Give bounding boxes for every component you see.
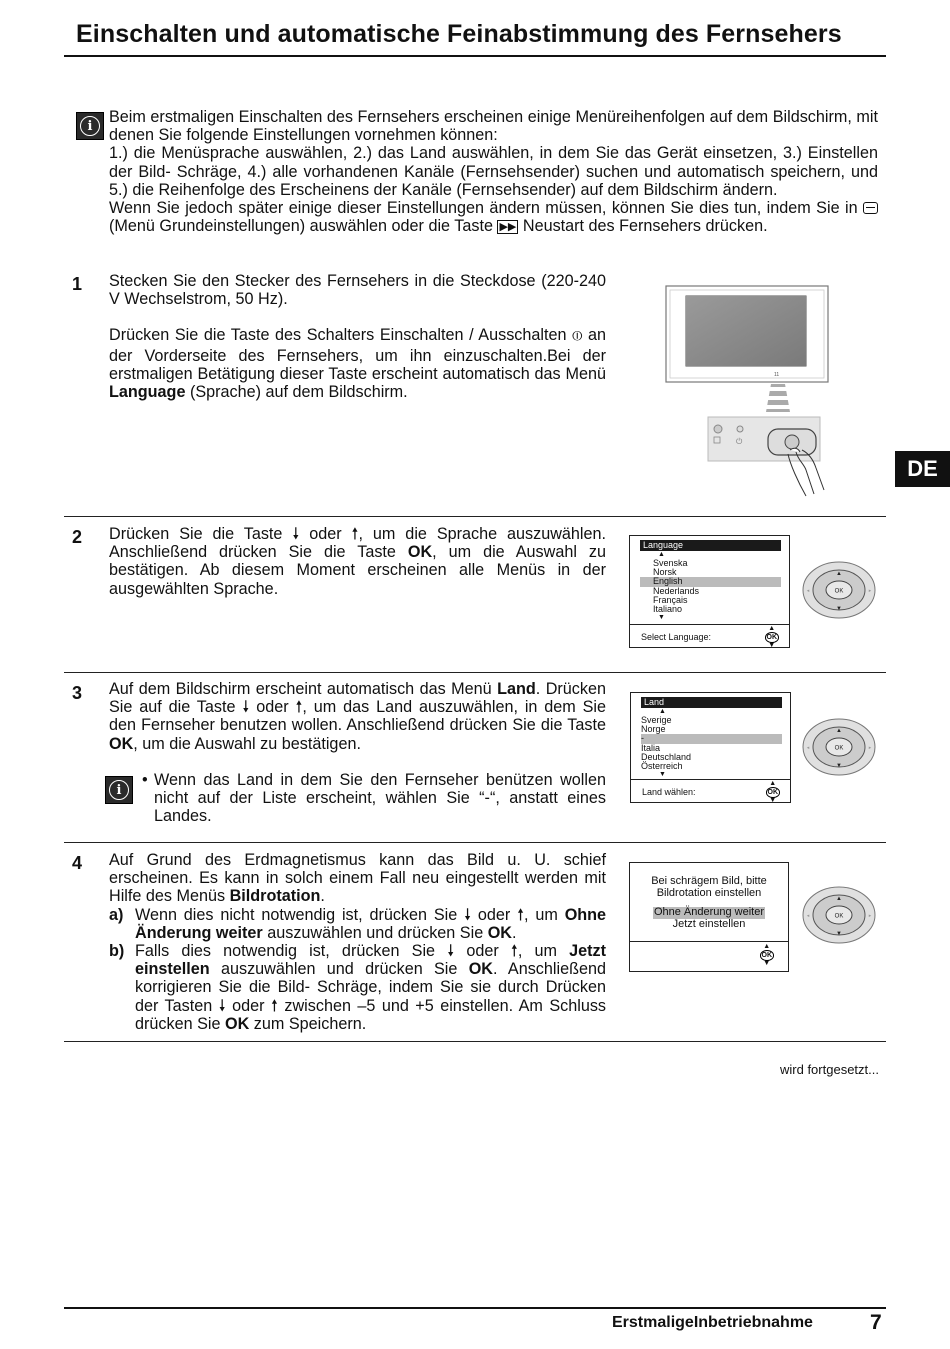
ok-keyword: OK <box>224 1014 250 1033</box>
menu-item[interactable]: Deutschland <box>641 751 692 762</box>
menu-footer-label: Select Language: <box>641 631 712 642</box>
option-b-label: b) <box>109 942 125 961</box>
language-menu <box>629 535 790 648</box>
svg-text:OK: OK <box>834 588 844 595</box>
svg-text:▲: ▲ <box>836 571 842 577</box>
tv-illustration <box>664 284 832 504</box>
svg-text:11: 11 <box>774 372 780 378</box>
footer-rule <box>64 1307 886 1309</box>
arrow-up-icon: 🠕 <box>510 942 518 961</box>
step4-a2: , um <box>524 905 558 924</box>
step4-b6: zwischen –5 und +5 einstellen. Am Schluss drücken Sie <box>135 996 607 1033</box>
menu-item[interactable]: Norge <box>641 724 666 735</box>
step4-b1: Falls dies notwendig ist, drücken Sie <box>135 942 436 961</box>
menu-item[interactable]: Österreich <box>641 761 683 772</box>
ok-keyword: OK <box>109 734 134 753</box>
step3-t2: . Drücken Sie auf die Taste <box>109 680 606 717</box>
continued-note: wird fortgesetzt... <box>780 1062 879 1077</box>
bildrotation-menu-name: Bildrotation <box>229 887 321 906</box>
svg-text:▼: ▼ <box>836 763 842 769</box>
menu-item[interactable]: Norsk <box>653 567 677 578</box>
step4-a1: Wenn dies nicht notwendig ist, drücken Sie <box>135 905 458 924</box>
step3-t3: oder <box>256 698 289 717</box>
arrow-down-icon: 🠗 <box>292 525 300 543</box>
svg-text:OK: OK <box>834 913 844 920</box>
svg-text:▸: ▸ <box>868 588 872 594</box>
arrow-up-icon: 🠕 <box>295 698 303 717</box>
divider <box>64 672 886 673</box>
step2-text <box>109 525 606 598</box>
bildrotation-menu <box>629 862 789 972</box>
ok-button-icon: ▲ OK ▼ <box>761 943 772 967</box>
menu-item[interactable]: Nederlands <box>653 585 700 596</box>
intro-line-1: Beim erstmaligen Einschalten des Fernsehers erscheinen einige Menüreihenfolgen auf dem Bildschirm, mit denen Sie folgende Einstellungen vornehmen können: <box>109 108 878 145</box>
step3-text <box>109 680 606 753</box>
ok-keyword: OK <box>487 923 512 942</box>
ok-keyword: OK <box>468 960 493 979</box>
intro-line-3a: Wenn Sie jedoch später einige dieser Einstellungen ändern müssen, können Sie dies tun, indem Sie in <box>109 199 858 218</box>
footer-section-title: ErstmaligeInbetriebnahme <box>612 1314 813 1331</box>
restart-key-icon: ▶▶ <box>499 221 517 234</box>
step-number: 4 <box>72 853 83 873</box>
step1-p2b: an der Vorderseite des Fernsehers, um ihn einzuschalten.Bei der erstmaligen Betätigung dieser Taste erscheint automatisch das Menü <box>109 326 607 383</box>
step1-para-2 <box>109 326 606 401</box>
svg-text:⏻: ⏻ <box>736 437 743 446</box>
step4-text: Auf Grund des Erdmagnetismus kann das Bild u. U. schief erscheinen. Es kann in solch einem Fall neu eingestellt werden mit Hilfe des Menüs Bildrotation. a) Wenn dies nicht notwendig ist, drücken Sie 🠗 oder 🠕, um Ohne Änderung weiter auszuwählen und drücken Sie OK. b) Falls dies notwendig ist, drücken Sie 🠗 oder 🠕, um Jetzt einstellen auszuwählen und drücken Sie OK. Anschließend korrigieren Sie die Bild- Schräge, indem Sie sie durch Drücken der Tasten 🠗 oder 🠕 zwischen –5 und +5 einstellen. Am Schluss drücken Sie OK zum Speichern. <box>109 851 607 1033</box>
step4-b4: . Anschließend korrigieren Sie die Bild- Schräge, indem Sie sie durch Drücken der Tasten <box>135 960 606 1015</box>
menu-item[interactable]: Français <box>653 594 688 605</box>
remote-dpad-illustration <box>801 885 877 945</box>
remote-dpad-illustration <box>801 560 877 620</box>
menu-item[interactable]: Italia <box>641 742 661 753</box>
step2-t4: , um die Auswahl zu bestätigen. Ab diesem Moment erscheinen alle Menüs in der ausgewählten Sprache. <box>109 543 606 598</box>
step-number: 2 <box>72 527 83 547</box>
svg-text:OK: OK <box>834 745 844 752</box>
step3-t1: Auf dem Bildschirm erscheint automatisch das Menü <box>109 680 492 698</box>
svg-text:▲: ▲ <box>836 896 842 902</box>
svg-text:▸: ▸ <box>868 913 872 919</box>
menu-option[interactable]: Jetzt einstellen <box>672 917 746 930</box>
svg-text:▸: ▸ <box>868 745 872 751</box>
step3-note <box>142 771 606 826</box>
menu-item-selected[interactable]: English <box>640 577 781 586</box>
bullet: • <box>142 771 148 789</box>
menu-message-line-1: Bei schrägem Bild, bitte <box>651 875 767 887</box>
land-menu-name: Land <box>497 680 536 698</box>
step3-t5: , um die Auswahl zu bestätigen. <box>133 734 361 753</box>
step2-t2: oder <box>309 525 342 543</box>
step4-b7: zum Speichern. <box>253 1014 367 1033</box>
step-number: 1 <box>72 274 83 294</box>
menu-item-selected[interactable]: - <box>641 734 782 743</box>
page-title: Einschalten und automatische Feinabstimmung des Fernsehers <box>76 20 842 48</box>
option-ohne-aenderung: Ohne Änderung weiter <box>135 905 607 942</box>
step3-t4: , um das Land auszuwählen, in dem Sie den Fernseher benutzen wollen. Anschließend drücken Sie die Taste <box>109 698 607 735</box>
intro-line-3c: Neustart des Fernsehers drücken. <box>522 217 768 236</box>
menu-item[interactable]: Sverige <box>641 715 672 725</box>
arrow-down-icon: 🠗 <box>464 905 472 924</box>
step2-t1: Drücken Sie die Taste <box>109 525 283 543</box>
svg-text:▼: ▼ <box>836 931 842 937</box>
arrow-down-icon: 🠗 <box>218 996 226 1015</box>
arrow-down-icon: 🠗 <box>447 942 455 961</box>
title-rule <box>64 55 886 57</box>
svg-text:◂: ◂ <box>806 913 810 919</box>
svg-text:◂: ◂ <box>806 588 810 594</box>
step1-p2a: Drücken Sie die Taste des Schalters Einschalten / Ausschalten <box>109 326 567 345</box>
power-icon: ⏼ <box>572 329 583 345</box>
step4-a3: auszuwählen und drücken Sie <box>267 923 484 942</box>
option-jetzt-einstellen: Jetzt einstellen <box>135 942 607 979</box>
menu-option-selected[interactable]: Ohne Änderung weiter <box>653 906 765 918</box>
intro-text <box>109 108 878 235</box>
scroll-up-icon: ▲ <box>658 551 665 558</box>
page-number: 7 <box>870 1311 882 1334</box>
menu-item[interactable]: Italiano <box>653 604 683 615</box>
step1-para-1: Stecken Sie den Stecker des Fernsehers in die Steckdose (220-240 V Wechselstrom, 50 Hz). <box>109 272 606 309</box>
menu-item[interactable]: Svenska <box>653 558 688 568</box>
ok-button-icon: ▲ OK ▼ <box>767 779 778 804</box>
arrow-up-icon: 🠕 <box>270 996 278 1015</box>
option-b <box>109 942 606 1033</box>
step4-b2: , um <box>517 942 557 961</box>
option-a-label: a) <box>109 905 124 924</box>
info-icon: i <box>76 112 104 140</box>
option-a: a) Wenn dies nicht notwendig ist, drücken Sie 🠗 oder 🠕, um Ohne Änderung weiter auszuwählen und drücken Sie OK. <box>109 905 607 942</box>
divider <box>64 842 886 843</box>
svg-text:▼: ▼ <box>836 606 842 612</box>
menu-header: Land <box>641 697 782 708</box>
step-number: 3 <box>72 683 83 703</box>
menu-footer-label: Land wählen: <box>642 786 696 797</box>
remote-dpad-illustration <box>801 717 877 777</box>
intro-line-3b: (Menü Grundeinstellungen) auswählen oder die Taste <box>109 217 493 236</box>
land-menu <box>630 692 791 803</box>
toolbox-icon <box>863 202 878 214</box>
intro-line-3 <box>109 199 878 235</box>
arrow-up-icon: 🠕 <box>517 905 525 924</box>
language-menu-name: Language <box>109 383 186 402</box>
svg-text:◂: ◂ <box>806 745 810 751</box>
arrow-up-icon: 🠕 <box>351 525 359 543</box>
step3-note-text: Wenn das Land in dem Sie den Fernseher benützen wollen nicht auf der Liste erscheint, wählen Sie “-“, anstatt eines Landes. <box>154 771 606 826</box>
info-icon: i <box>105 776 133 804</box>
ok-keyword: OK <box>407 543 433 562</box>
divider <box>64 1041 886 1042</box>
scroll-down-icon: ▼ <box>658 614 665 622</box>
step4-b5: oder <box>232 996 265 1015</box>
svg-text:▲: ▲ <box>836 728 842 734</box>
step4-b3: auszuwählen und drücken Sie <box>220 960 458 979</box>
step4-b-oder: oder <box>466 942 499 961</box>
language-tab: DE <box>895 451 950 487</box>
scroll-down-icon: ▼ <box>659 771 666 779</box>
arrow-down-icon: 🠗 <box>242 698 250 717</box>
step4-t1: Auf Grund des Erdmagnetismus kann das Bild u. U. schief erscheinen. Es kann in solch einem Fall neu eingestellt werden mit Hilfe des Menüs <box>109 851 606 906</box>
step4-a-oder: oder <box>477 905 511 924</box>
step1-p2c: (Sprache) auf dem Bildschirm. <box>189 383 408 402</box>
intro-line-2: 1.) die Menüsprache auswählen, 2.) das Land auswählen, in dem Sie das Gerät einsetzen, 3.) Einstellen der Bild- Schräge, 4.) alle vorhandenen Kanäle (Fernsehsender) suchen und automatisch speichern, und 5.) die Reihenfolge des Erscheinens der Kanäle (Fernsehsender) auf dem Bildschirm ändern. <box>109 144 878 199</box>
step2-t3: , um die Sprache auszuwählen. Anschließend drücken Sie die Taste <box>109 525 607 562</box>
menu-message-line-2: Bildrotation einstellen <box>656 886 762 899</box>
step1-text <box>109 272 606 401</box>
divider <box>64 516 886 517</box>
menu-header: Language <box>640 540 781 551</box>
scroll-up-icon: ▲ <box>659 708 666 715</box>
ok-button-icon: ▲ OK ▼ <box>766 624 777 649</box>
